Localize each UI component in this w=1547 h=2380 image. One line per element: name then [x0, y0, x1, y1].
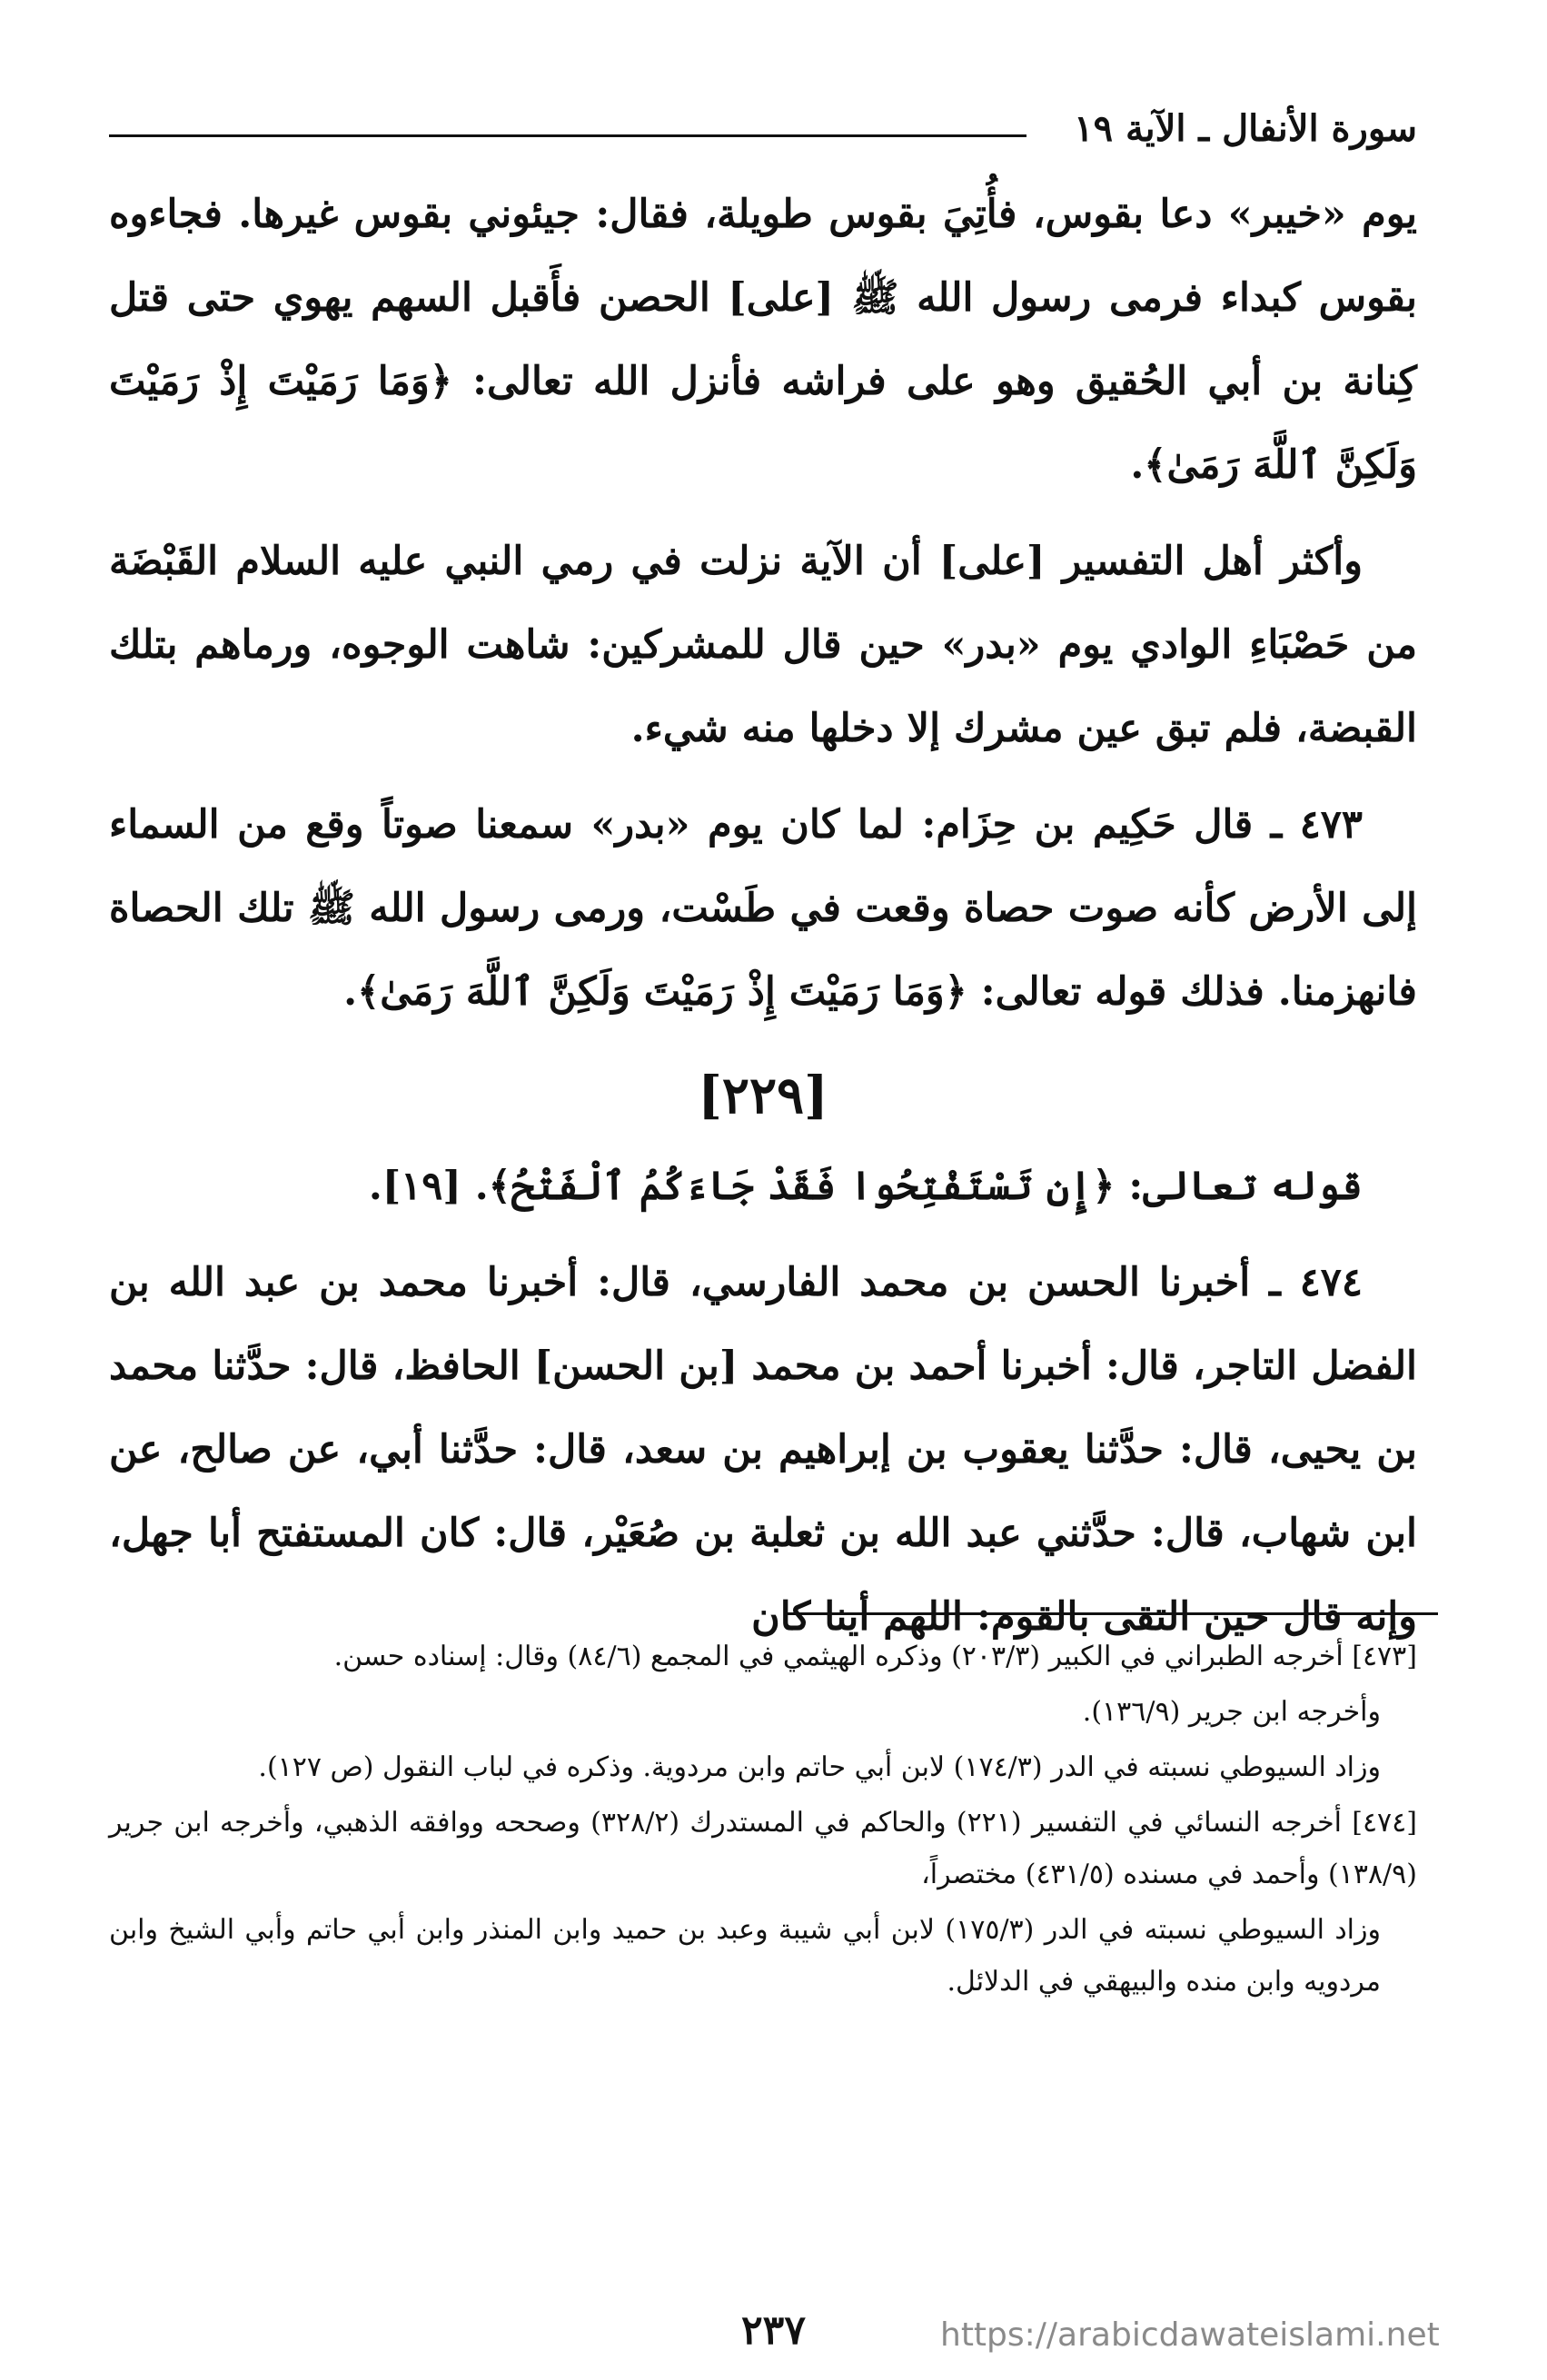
paragraph-474: ٤٧٤ ـ أخبرنا الحسن بن محمد الفارسي، قال: أخبرنا محمد بن عبد الله بن الفضل التاجر، قال: أخبرنا أحمد بن محمد [بن الحسن] الحافظ، قال: حدَّثنا محمد بن يحيى، قال: حدَّثنا يعقوب بن إبراهيم بن سعد، قال: حدَّثنا أبي، عن صالح، عن ابن شهاب، قال: حدَّثني عبد الله بن ثعلبة بن صُعَيْر، قال: كان المستفتح أبا جهل، وإنه قال حين التقى بالقوم: اللهم أينا كان [109, 1260, 1417, 1640]
header-rule [109, 134, 1026, 137]
header-title: سورة الأنفال ـ الآية ١٩ [1074, 107, 1417, 150]
footnote-474-b: وزاد السيوطي نسبته في الدر (١٧٥/٣) لابن أبي شيبة وعبد بن حميد وابن المنذر وابن أبي حاتم وأبي الشيخ وابن مردويه وابن منده والبيهقي في الدلائل. [109, 1914, 1381, 1998]
footnote-473-c: وزاد السيوطي نسبته في الدر (١٧٤/٣) لابن أبي حاتم وابن مردوية. وذكره في لباب النقول (ص ١٢٧). [258, 1751, 1381, 1783]
paragraph-khaybar: يوم «خيبر» دعا بقوس، فأُتِيَ بقوس طويلة، فقال: جيئوني بقوس غيرها. فجاءوه بقوس كبداء فرمى رسول الله ﷺ [على] الحصن فأَقبل السهم يهوي حتى قتل كِنانة بن أبي الحُقيق وهو على فراشه فأنزل الله تعالى: ﴿وَمَا رَمَيْتَ إِذْ رَمَيْتَ وَلَكِنَّ ٱللَّهَ رَمَىٰ﴾. [109, 192, 1417, 488]
footnote-473-b: وأخرجه ابن جرير (١٣٦/٩). [1082, 1696, 1381, 1728]
footnote-474-a: [٤٧٤] أخرجه النسائي في التفسير (٢٢١) والحاكم في المستدرك (٣٢٨/٢) وصححه ووافقه الذهبي، وأخرجه ابن جرير (١٣٨/٩) وأحمد في مسنده (٤٣١/٥) مختصراً، [109, 1807, 1417, 1890]
watermark-url: https://arabicdawateislami.net [940, 2316, 1440, 2354]
verse-line: قوله تعالى: ﴿إِن تَسْتَفْتِحُوا فَقَدْ جَاءَكُمُ ٱلْفَتْحُ﴾. [١٩]. [368, 1164, 1363, 1209]
footnote-divider [784, 1612, 1438, 1615]
footnote-473-a: [٤٧٣] أخرجه الطبراني في الكبير (٢٠٣/٣) وذكره الهيثمي في المجمع (٨٤/٦) وقال: إسناده حسن. [333, 1641, 1417, 1672]
section-number: [٢٢٩] [698, 1066, 828, 1126]
main-text [109, 173, 1417, 1671]
running-header [109, 107, 1417, 154]
page-number: ٢٣٧ [741, 2307, 806, 2354]
paragraph-tafsir: وأكثر أهل التفسير [على] أن الآية نزلت في رمي النبي عليه السلام القَبْضَة من حَصْبَاءِ الوادي يوم «بدر» حين قال للمشركين: شاهت الوجوه، ورماهم بتلك القبضة، فلم تبق عين مشرك إلا دخلها منه شيء. [109, 539, 1417, 751]
paragraph-473: ٤٧٣ ـ قال حَكِيم بن حِزَام: لما كان يوم «بدر» سمعنا صوتاً وقع من السماء إلى الأرض كأنه صوت حصاة وقعت في طَسْت، ورمى رسول الله ﷺ تلك الحصاة فانهزمنا. فذلك قوله تعالى: ﴿وَمَا رَمَيْتَ إِذْ رَمَيْتَ وَلَكِنَّ ٱللَّهَ رَمَىٰ﴾. [109, 802, 1417, 1015]
footnotes [109, 1631, 1417, 2011]
